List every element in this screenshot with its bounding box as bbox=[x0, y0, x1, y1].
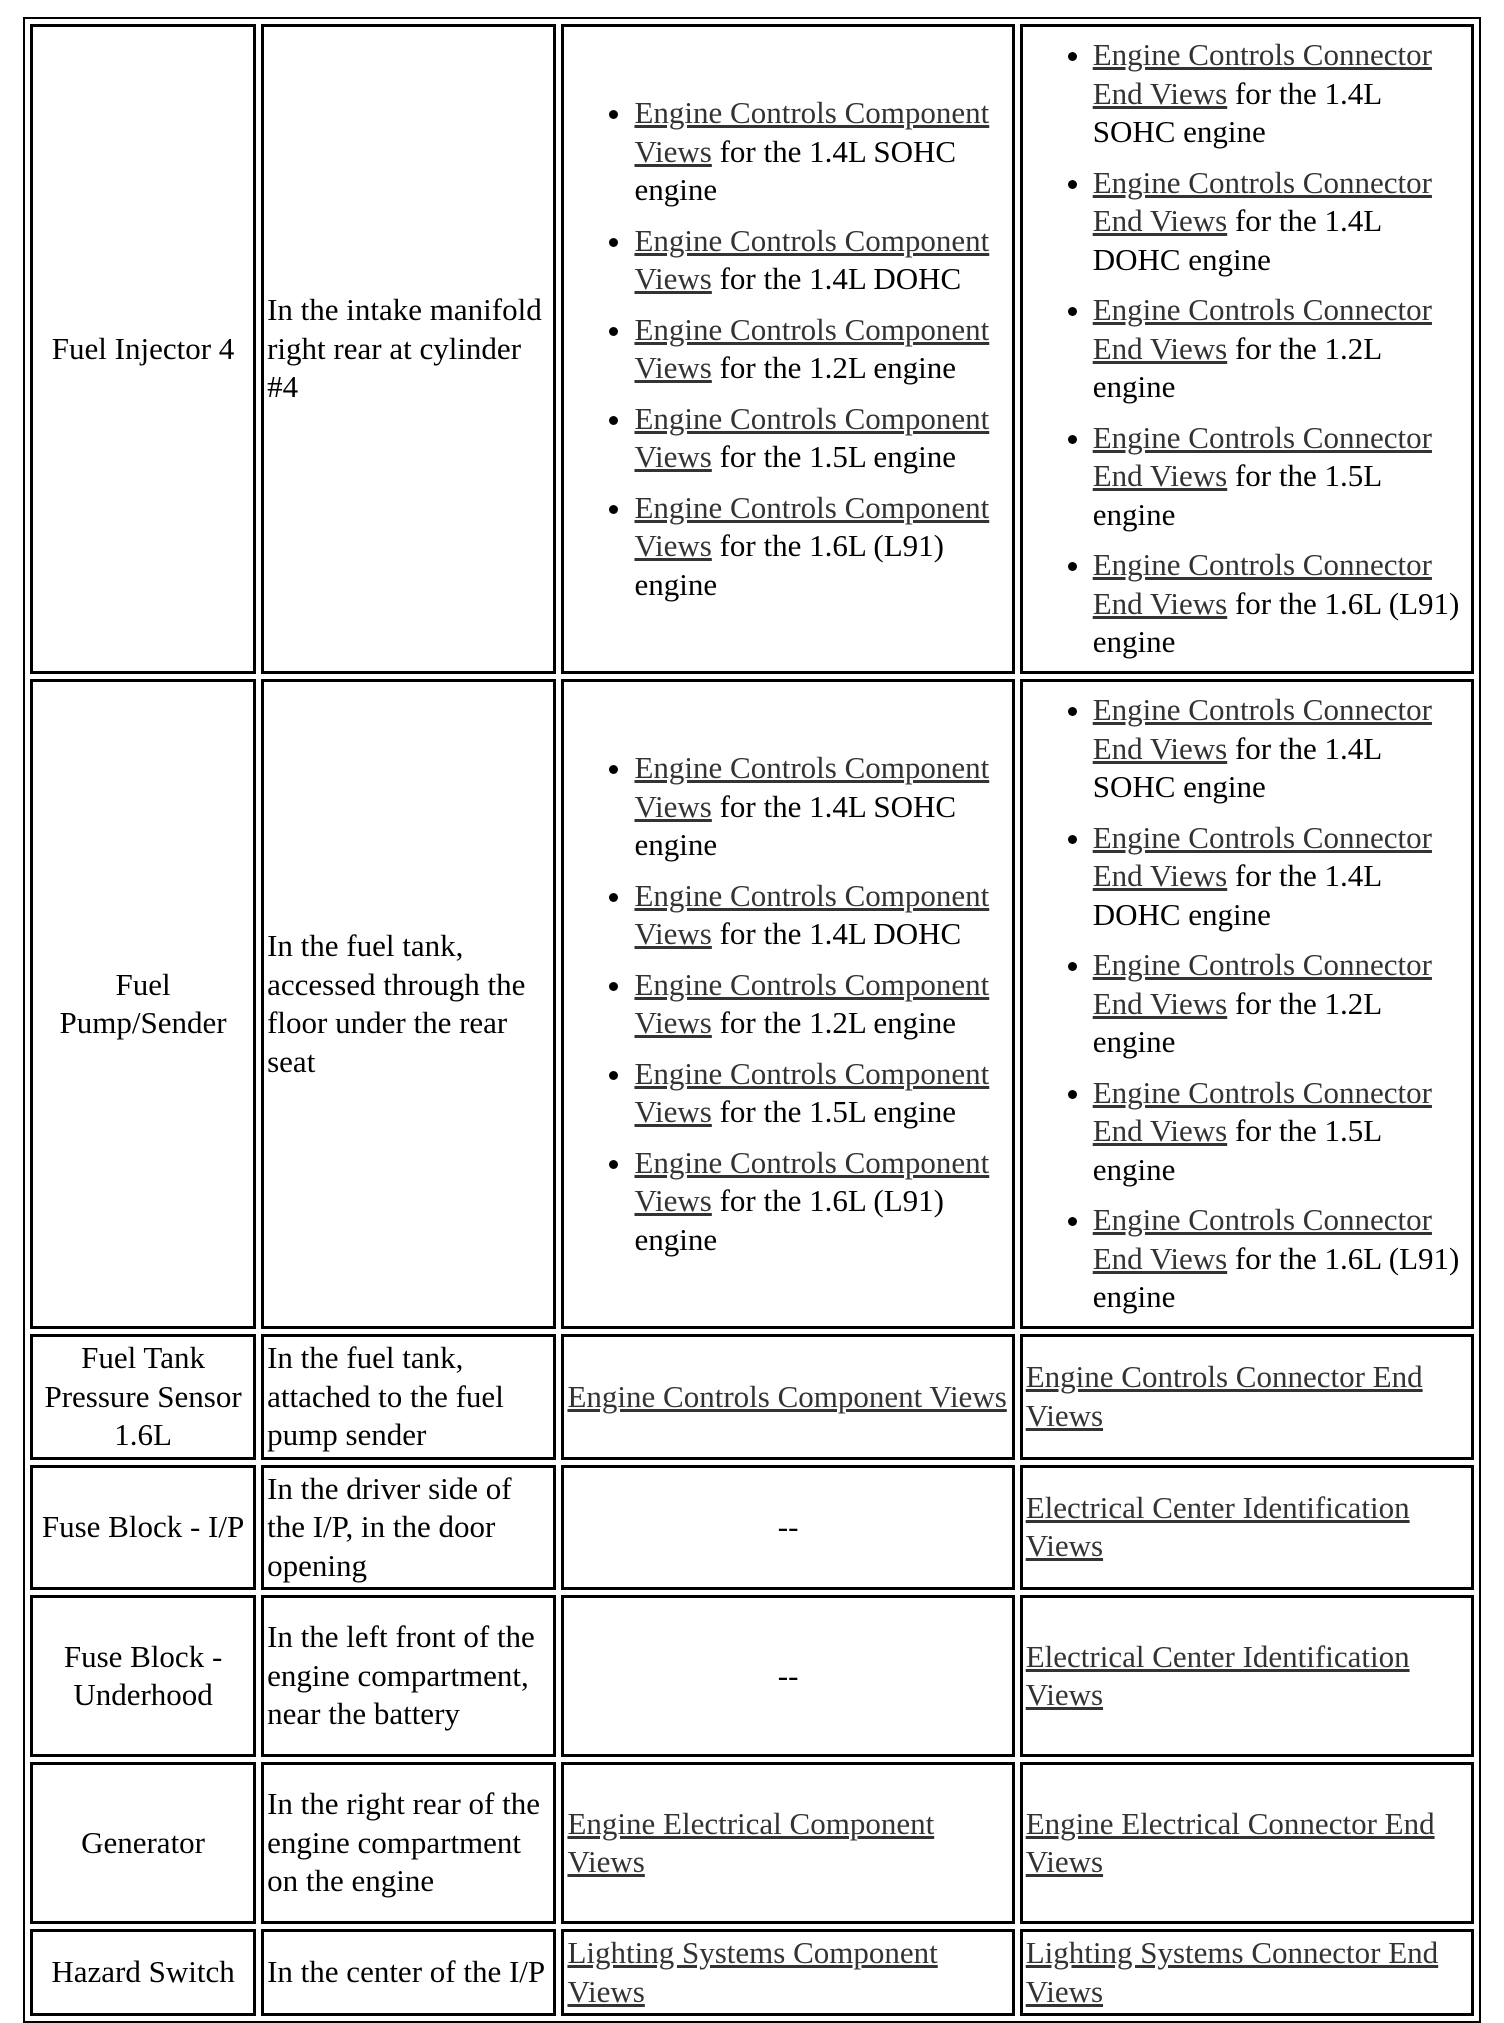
list-item bbox=[1093, 164, 1468, 280]
list-item bbox=[1093, 1074, 1468, 1190]
engine-note: for the 1.4L DOHC engine bbox=[1092, 858, 1381, 932]
connector-views-list bbox=[1026, 691, 1468, 1317]
engine-note: for the 1.4L DOHC engine bbox=[1092, 203, 1381, 277]
component-location: In the fuel tank, accessed through the floor under the rear seat bbox=[261, 679, 556, 1329]
engine-note: for the 1.4L SOHC engine bbox=[1092, 730, 1381, 805]
component-location: In the center of the I/P bbox=[261, 1929, 556, 2016]
engine-note: for the 1.6L (L91) engine bbox=[1092, 1240, 1460, 1315]
component-views-link[interactable]: Engine Controls Component Views bbox=[634, 400, 990, 474]
list-item bbox=[634, 311, 1008, 388]
table-row bbox=[30, 679, 1474, 1329]
component-name: Fuel Pump/Sender bbox=[30, 679, 256, 1329]
engine-note: for the 1.6L (L91) engine bbox=[634, 528, 944, 602]
list-item bbox=[634, 966, 1008, 1043]
component-views-link[interactable]: Lighting Systems Component Views bbox=[567, 1935, 938, 2009]
engine-note: for the 1.4L SOHC engine bbox=[1092, 75, 1381, 150]
list-item bbox=[1093, 546, 1468, 662]
component-views-cell bbox=[561, 1929, 1014, 2016]
connector-views-link[interactable]: Engine Controls Connector End Views bbox=[1092, 819, 1432, 894]
connector-views-link[interactable]: Engine Controls Connector End Views bbox=[1092, 37, 1432, 111]
table-row bbox=[30, 24, 1474, 674]
component-views-link[interactable]: Engine Controls Component Views bbox=[634, 489, 990, 563]
component-location: In the intake manifold right rear at cylinder #4 bbox=[261, 24, 556, 674]
component-views-link[interactable]: Engine Controls Component Views bbox=[634, 222, 990, 296]
list-item bbox=[1093, 946, 1468, 1062]
list-item bbox=[1093, 691, 1468, 807]
connector-views-link[interactable]: Electrical Center Identification Views bbox=[1025, 1638, 1410, 1712]
engine-note: for the 1.5L engine bbox=[1092, 458, 1381, 532]
component-views-cell bbox=[561, 1334, 1014, 1460]
connector-views-link[interactable]: Engine Controls Connector End Views bbox=[1092, 164, 1432, 239]
component-views-link[interactable]: Engine Controls Component Views bbox=[634, 1055, 990, 1129]
component-name: Fuel Tank Pressure Sensor 1.6L bbox=[30, 1334, 256, 1460]
engine-note: for the 1.2L engine bbox=[711, 1005, 957, 1040]
component-views-cell: -- bbox=[561, 1595, 1014, 1757]
component-views-link[interactable]: Engine Controls Component Views bbox=[634, 877, 990, 951]
engine-note: for the 1.4L SOHC engine bbox=[634, 133, 957, 207]
connector-views-link[interactable]: Engine Controls Connector End Views bbox=[1092, 947, 1432, 1021]
component-name: Generator bbox=[30, 1762, 256, 1924]
engine-note: for the 1.2L engine bbox=[1092, 985, 1381, 1060]
component-views-list bbox=[567, 94, 1008, 604]
component-views-link[interactable]: Engine Electrical Component Views bbox=[567, 1805, 935, 1879]
connector-views-link[interactable]: Engine Controls Connector End Views bbox=[1092, 692, 1432, 766]
connector-views-list bbox=[1026, 36, 1468, 662]
list-item bbox=[634, 749, 1008, 865]
connector-views-link[interactable]: Engine Controls Connector End Views bbox=[1092, 1074, 1432, 1149]
engine-note: for the 1.5L engine bbox=[711, 1094, 957, 1129]
component-views-list bbox=[567, 749, 1008, 1259]
list-item bbox=[634, 1055, 1008, 1132]
list-item bbox=[1093, 291, 1468, 407]
connector-views-link[interactable]: Lighting Systems Connector End Views bbox=[1025, 1935, 1439, 2009]
component-location: In the fuel tank, attached to the fuel pump sender bbox=[261, 1334, 556, 1460]
component-location: In the right rear of the engine compartment on the engine bbox=[261, 1762, 556, 1924]
connector-views-cell bbox=[1020, 24, 1474, 674]
list-item bbox=[634, 222, 1008, 299]
table-row bbox=[30, 1334, 1474, 1460]
component-views-cell: -- bbox=[561, 1465, 1014, 1591]
list-item bbox=[634, 1144, 1008, 1260]
connector-views-cell bbox=[1020, 1595, 1474, 1757]
list-item bbox=[634, 489, 1008, 605]
component-location: In the driver side of the I/P, in the door opening bbox=[261, 1465, 556, 1591]
engine-note: for the 1.4L DOHC bbox=[711, 261, 962, 296]
engine-note: for the 1.2L engine bbox=[711, 350, 957, 385]
connector-views-cell bbox=[1020, 1465, 1474, 1591]
list-item bbox=[1093, 419, 1468, 535]
engine-note: for the 1.6L (L91) engine bbox=[1092, 585, 1460, 660]
component-views-link[interactable]: Engine Controls Component Views bbox=[634, 95, 990, 169]
connector-views-link[interactable]: Engine Controls Connector End Views bbox=[1092, 292, 1432, 366]
engine-note: for the 1.5L engine bbox=[1092, 1113, 1381, 1187]
connector-views-cell bbox=[1020, 679, 1474, 1329]
component-name: Fuse Block - I/P bbox=[30, 1465, 256, 1591]
component-views-cell bbox=[561, 1762, 1014, 1924]
component-views-link[interactable]: Engine Controls Component Views bbox=[567, 1378, 1007, 1414]
connector-views-link[interactable]: Engine Electrical Connector End Views bbox=[1025, 1805, 1435, 1879]
table-row bbox=[30, 1465, 1474, 1591]
connector-views-cell bbox=[1020, 1334, 1474, 1460]
list-item bbox=[1093, 819, 1468, 935]
connector-views-cell bbox=[1020, 1929, 1474, 2016]
table-row bbox=[30, 1929, 1474, 2016]
list-item bbox=[634, 877, 1008, 954]
component-views-link[interactable]: Engine Controls Component Views bbox=[634, 750, 990, 824]
list-item bbox=[1093, 36, 1468, 152]
component-name: Fuel Injector 4 bbox=[30, 24, 256, 674]
component-name: Fuse Block - Underhood bbox=[30, 1595, 256, 1757]
engine-note: for the 1.4L SOHC engine bbox=[634, 788, 957, 862]
connector-views-link[interactable]: Electrical Center Identification Views bbox=[1025, 1489, 1410, 1564]
table-row bbox=[30, 1595, 1474, 1757]
connector-views-link[interactable]: Engine Controls Connector End Views bbox=[1092, 1202, 1432, 1276]
component-views-link[interactable]: Engine Controls Component Views bbox=[634, 1144, 990, 1218]
list-item bbox=[1093, 1201, 1468, 1317]
engine-note: for the 1.5L engine bbox=[711, 439, 957, 474]
component-location: In the left front of the engine compartment, near the battery bbox=[261, 1595, 556, 1757]
connector-views-link[interactable]: Engine Controls Connector End Views bbox=[1092, 547, 1432, 621]
component-views-link[interactable]: Engine Controls Component Views bbox=[634, 966, 990, 1040]
connector-views-link[interactable]: Engine Controls Connector End Views bbox=[1092, 419, 1432, 494]
engine-note: for the 1.2L engine bbox=[1092, 330, 1381, 405]
engine-note: for the 1.4L DOHC bbox=[711, 916, 962, 951]
component-views-link[interactable]: Engine Controls Component Views bbox=[634, 311, 990, 385]
connector-views-cell bbox=[1020, 1762, 1474, 1924]
list-item bbox=[634, 400, 1008, 477]
component-views-cell bbox=[561, 24, 1014, 674]
component-locator-table bbox=[23, 17, 1481, 2023]
connector-views-link[interactable]: Engine Controls Connector End Views bbox=[1025, 1359, 1423, 1433]
engine-note: for the 1.6L (L91) engine bbox=[634, 1183, 944, 1257]
component-views-cell bbox=[561, 679, 1014, 1329]
component-name: Hazard Switch bbox=[30, 1929, 256, 2016]
list-item bbox=[634, 94, 1008, 210]
table-row bbox=[30, 1762, 1474, 1924]
